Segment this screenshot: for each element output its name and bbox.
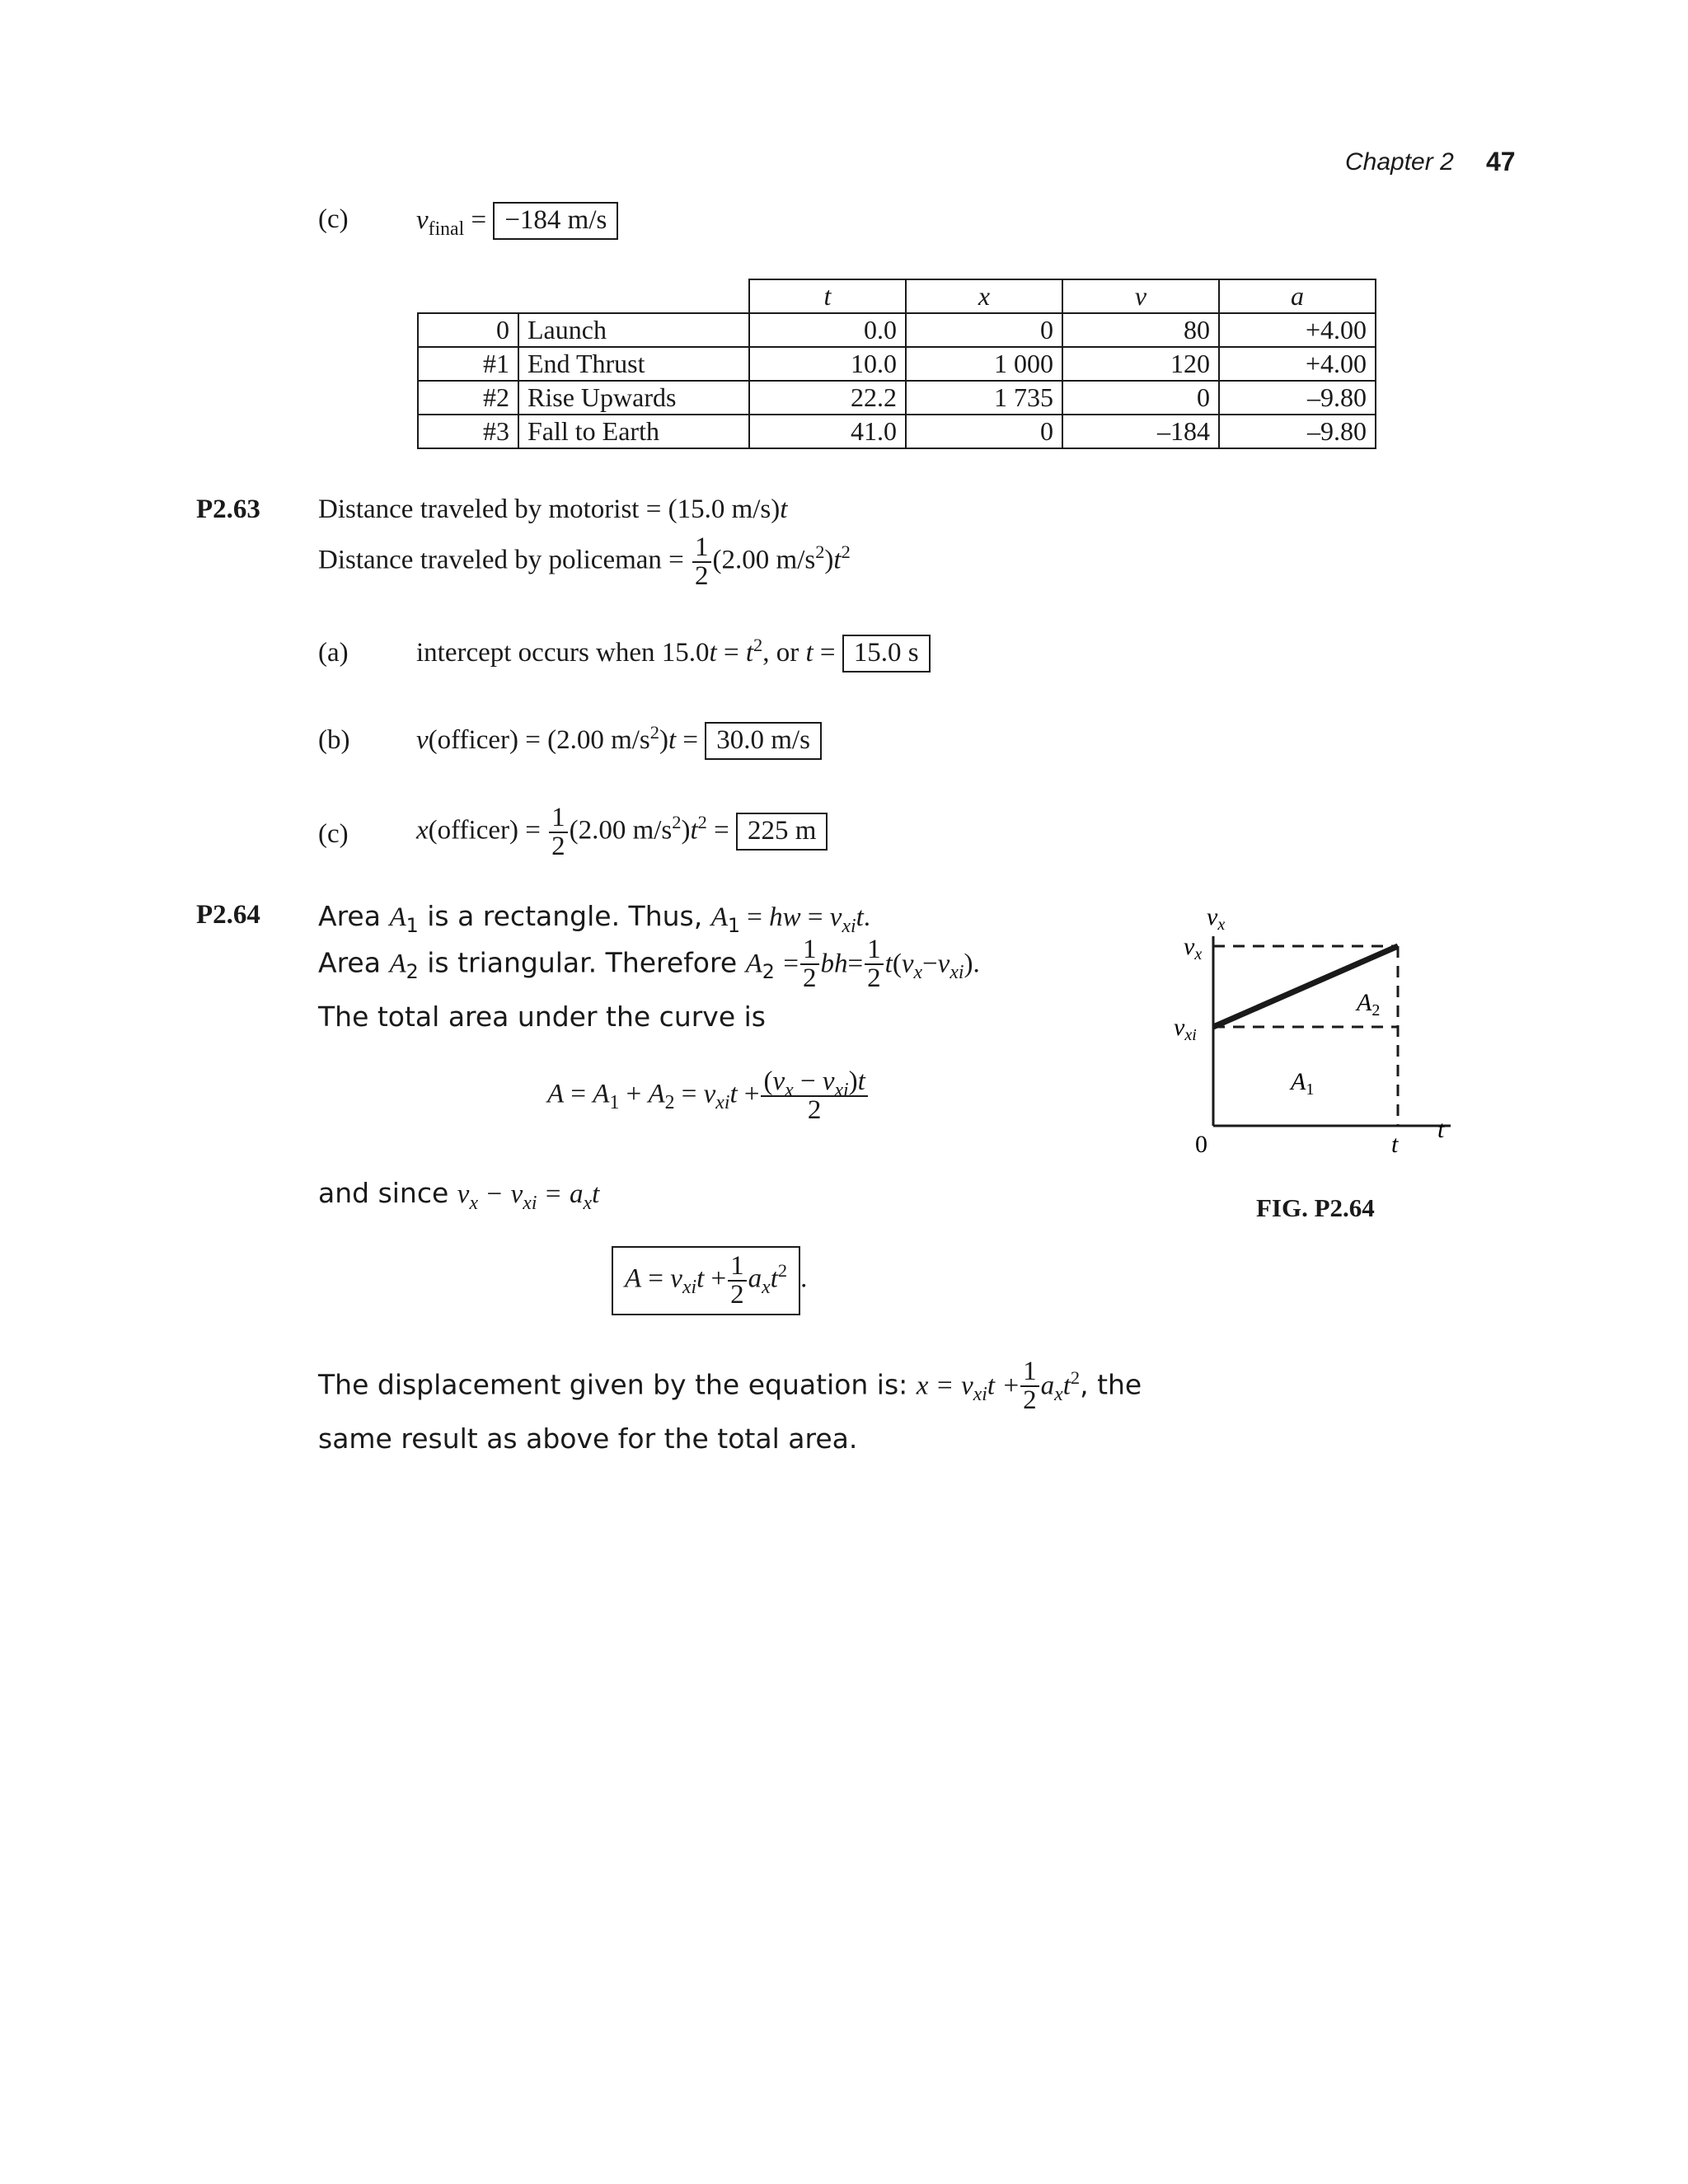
origin-label: 0 — [1195, 1131, 1207, 1158]
subscript: xi — [834, 1079, 849, 1101]
a-symbol: A — [648, 1079, 665, 1109]
fraction-numerator: 1 — [695, 532, 709, 562]
boxed-area-result — [612, 1246, 807, 1315]
plus-sign: + — [626, 1079, 642, 1109]
superscript: 2 — [753, 634, 763, 655]
chapter-label: Chapter 2 — [1345, 148, 1454, 176]
table-blank-cell — [418, 279, 518, 313]
close-paren: ) — [681, 815, 691, 846]
table-cell: +4.00 — [1219, 313, 1376, 347]
table-blank-cell — [518, 279, 749, 313]
fraction-half — [549, 804, 568, 860]
final-subscript: final — [428, 218, 465, 240]
part-b-label: (b) — [318, 725, 350, 755]
t-symbol: t — [857, 1066, 865, 1096]
subscript: 2 — [664, 1092, 675, 1114]
v-symbol: v — [961, 1371, 973, 1401]
vxi-tick-label: $v_{xi}$ — [1174, 1014, 1197, 1044]
total-area-equation — [547, 1068, 870, 1124]
table-cell: Fall to Earth — [518, 415, 749, 448]
a-symbol: A — [593, 1079, 610, 1109]
t-symbol: t — [987, 1371, 996, 1401]
fraction-numerator: 1 — [1023, 1357, 1037, 1386]
t-symbol: t — [709, 638, 717, 668]
t-symbol: t — [805, 638, 814, 668]
fraction-denominator: 2 — [800, 963, 819, 992]
plus-sign: + — [743, 1079, 760, 1109]
v-symbol: v — [510, 1179, 523, 1209]
displacement-text: The displacement given by the equation is: — [318, 1368, 917, 1401]
t-symbol: t — [833, 545, 842, 575]
subscript: 1 — [406, 913, 419, 937]
motion-table — [417, 279, 1376, 449]
table-cell: Launch — [518, 313, 749, 347]
superscript: 2 — [815, 541, 825, 563]
v-symbol: v — [822, 1066, 835, 1096]
subscript: xi — [842, 915, 856, 937]
table-row — [418, 381, 1376, 415]
table-header-row — [418, 279, 1376, 313]
table-row — [418, 415, 1376, 448]
table-cell: 1 000 — [906, 347, 1062, 381]
problem-id-p263: P2.63 — [196, 494, 260, 524]
subscript: 1 — [727, 913, 741, 937]
equals-text: = — [847, 949, 864, 979]
equals-text: = — [716, 638, 746, 668]
minus-sign: − — [799, 1066, 816, 1096]
plus-sign: + — [1003, 1371, 1020, 1401]
v-symbol: v — [457, 1179, 470, 1209]
a-symbol: A — [745, 949, 762, 979]
fraction-half — [728, 1253, 747, 1309]
fraction-denominator: 2 — [692, 561, 711, 590]
table-cell: 1 735 — [906, 381, 1062, 415]
fraction-denominator: 2 — [728, 1280, 747, 1309]
total-area-text: The total area under the curve is — [318, 1001, 766, 1033]
motorist-text: Distance traveled by motorist = (15.0 m/s) — [318, 494, 781, 524]
policeman-text: Distance traveled by policeman = — [318, 545, 684, 575]
table-cell: 0 — [906, 313, 1062, 347]
motorist-distance — [318, 494, 787, 525]
subscript: xi — [523, 1192, 537, 1214]
area-formula-box — [612, 1246, 800, 1315]
superscript: 2 — [777, 1260, 788, 1282]
table-header-t: t — [749, 279, 906, 313]
area-text: Area — [318, 900, 390, 932]
officer-velocity-answer: 30.0 m/s — [705, 722, 822, 760]
fraction-half — [865, 936, 884, 992]
subscript: xi — [682, 1277, 697, 1299]
hw-symbol: hw — [769, 902, 801, 932]
and-since-text: and since — [318, 1177, 457, 1209]
officer-velocity-equation — [416, 722, 822, 760]
paren-text: (2.00 m/s — [712, 545, 816, 575]
subscript: 2 — [406, 960, 419, 984]
subscript: x — [762, 1277, 771, 1299]
table-cell: 41.0 — [749, 415, 906, 448]
equals-text: = — [936, 1371, 953, 1401]
table-cell: –9.80 — [1219, 381, 1376, 415]
v-final-equation — [416, 202, 618, 240]
subscript: x — [583, 1192, 593, 1214]
subscript: 1 — [609, 1092, 620, 1114]
paren-text: (2.00 m/s — [569, 815, 673, 846]
a-symbol: A — [547, 1079, 565, 1109]
problem-id-p264: P2.64 — [196, 900, 260, 930]
v-symbol: v — [703, 1079, 716, 1109]
officer-position-equation — [416, 804, 828, 860]
x-axis-label: t — [1437, 1116, 1445, 1143]
subscript: x — [1054, 1384, 1063, 1406]
figure-caption: FIG. P2.64 — [1256, 1193, 1375, 1222]
minus-sign: − — [922, 949, 938, 979]
table-cell: 80 — [1062, 313, 1219, 347]
area-a1-line — [318, 900, 870, 937]
intercept-text: intercept occurs when 15.0 — [416, 638, 710, 668]
table-row — [418, 347, 1376, 381]
page-number: 47 — [1486, 147, 1516, 176]
table-cell: 0 — [906, 415, 1062, 448]
equals-text: = — [681, 1079, 697, 1109]
superscript: 2 — [841, 541, 851, 563]
t-symbol: t — [696, 1263, 705, 1294]
fraction-half — [1020, 1358, 1039, 1414]
equals-sign: = — [471, 205, 487, 235]
officer-velocity-text: (officer) = (2.00 m/s — [428, 725, 650, 755]
superscript: 2 — [697, 812, 707, 833]
t-symbol: t — [690, 815, 698, 846]
table-cell: #2 — [418, 381, 518, 415]
fraction-numerator: 1 — [803, 935, 817, 964]
table-cell: 10.0 — [749, 347, 906, 381]
equals-text: = — [706, 815, 736, 846]
table-cell: 120 — [1062, 347, 1219, 381]
x-symbol: x — [416, 815, 429, 846]
equals-text: = — [676, 725, 706, 755]
table-cell: Rise Upwards — [518, 381, 749, 415]
table-cell: #1 — [418, 347, 518, 381]
subscript: xi — [973, 1384, 987, 1406]
v-final-answer: −184 m/s — [493, 202, 618, 240]
equals-text: = — [648, 1263, 664, 1294]
or-text: , or — [762, 638, 806, 668]
y-axis-label: $v_x$ — [1207, 907, 1226, 934]
table-cell: End Thrust — [518, 347, 749, 381]
superscript: 2 — [649, 721, 659, 743]
table-header-v: v — [1062, 279, 1219, 313]
equals-text: = — [813, 638, 842, 668]
subscript: x — [469, 1192, 478, 1214]
table-cell: 22.2 — [749, 381, 906, 415]
officer-position-answer: 225 m — [736, 813, 828, 851]
t-symbol: t — [770, 1263, 778, 1294]
v-symbol: v — [670, 1263, 682, 1294]
fraction-triangle — [761, 1068, 867, 1124]
v-symbol: v — [937, 949, 950, 979]
v-symbol: v — [772, 1066, 785, 1096]
fraction-numerator: $(v_x - v_{xi})t$ — [763, 1066, 865, 1101]
table-cell: 0 — [418, 313, 518, 347]
period: . — [863, 902, 870, 932]
t-symbol: t — [668, 725, 677, 755]
fraction-denominator: 2 — [1020, 1385, 1039, 1414]
fraction-half — [692, 534, 711, 590]
part-a-label: (a) — [318, 638, 349, 668]
equals-text: = — [570, 1079, 587, 1109]
t-symbol: t — [745, 638, 754, 668]
displacement-line — [318, 1358, 1142, 1414]
table-cell: 0 — [1062, 381, 1219, 415]
and-since-line — [318, 1177, 600, 1214]
t-symbol: t — [780, 494, 788, 524]
bh-symbol: bh — [820, 949, 848, 979]
period: . — [973, 949, 980, 979]
t-symbol: t — [592, 1179, 600, 1209]
table-cell: –184 — [1062, 415, 1219, 448]
t-tick-label: t — [1391, 1131, 1399, 1158]
v-symbol: v — [901, 949, 914, 979]
minus-sign: − — [486, 1179, 503, 1209]
a-symbol: a — [1040, 1371, 1055, 1401]
table-cell: 0.0 — [749, 313, 906, 347]
policeman-distance — [318, 534, 851, 590]
triangular-text: is triangular. Therefore — [418, 946, 746, 979]
table-row — [418, 313, 1376, 347]
a-symbol: A — [625, 1263, 642, 1294]
table-header-x: x — [906, 279, 1062, 313]
fraction-denominator: 2 — [761, 1095, 867, 1124]
table-cell: –9.80 — [1219, 415, 1376, 448]
vx-tick-label: $v_x$ — [1184, 933, 1203, 963]
v-symbol: v — [416, 725, 429, 755]
fraction-denominator: 2 — [865, 963, 884, 992]
fraction-numerator: 1 — [867, 935, 881, 964]
fraction-denominator: 2 — [549, 832, 568, 860]
a-symbol: a — [570, 1179, 584, 1209]
a-symbol: a — [748, 1263, 762, 1294]
officer-position-text: (officer) = — [428, 815, 548, 846]
a2-label: $A_2$ — [1357, 989, 1381, 1019]
superscript: 2 — [672, 812, 682, 833]
t-symbol: t — [856, 902, 864, 932]
close-paren: ) — [659, 725, 668, 755]
period: . — [800, 1263, 808, 1294]
area-a2-line: Area $A_2$ is triangular. Therefore $A_2$ = $\frac{1}{2}$ bh= $\frac{1}{2}$ $t(v_x-v_{xi})$. — [318, 935, 980, 993]
plus-sign: + — [710, 1263, 727, 1294]
a1-label: $A_1$ — [1291, 1068, 1315, 1099]
subscript: 2 — [762, 960, 775, 984]
table-cell: +4.00 — [1219, 347, 1376, 381]
intercept-answer: 15.0 s — [842, 635, 931, 673]
equals-text: = — [783, 949, 799, 979]
the-text: , the — [1080, 1368, 1142, 1401]
rectangle-text: is a rectangle. Thus, — [418, 900, 711, 932]
subscript: x — [785, 1079, 794, 1101]
equals-text: = — [800, 902, 830, 932]
subscript: xi — [715, 1092, 730, 1114]
superscript: 2 — [1070, 1367, 1081, 1389]
part-c-label-top: (c) — [318, 204, 349, 234]
v-symbol: v — [416, 205, 429, 235]
x-symbol: x — [916, 1371, 929, 1401]
subscript: xi — [950, 962, 964, 984]
area-text: Area — [318, 946, 390, 979]
subscript: x — [913, 962, 923, 984]
a-symbol: A — [389, 949, 406, 979]
part-c-label: (c) — [318, 819, 349, 849]
t-symbol: t — [1062, 1371, 1071, 1401]
a-symbol: A — [389, 902, 406, 932]
fraction-numerator: 1 — [730, 1251, 744, 1281]
equals-text: = — [740, 902, 770, 932]
v-symbol: v — [829, 902, 842, 932]
t-symbol: t — [884, 949, 893, 979]
table-header-a: a — [1219, 279, 1376, 313]
equals-text: = — [545, 1179, 561, 1209]
table-cell: #3 — [418, 415, 518, 448]
intercept-equation — [416, 635, 931, 673]
fraction-numerator: 1 — [551, 803, 565, 832]
fraction-half — [800, 936, 819, 992]
close-paren: ) — [824, 545, 834, 575]
t-symbol: t — [729, 1079, 738, 1109]
same-result-text: same result as above for the total area. — [318, 1422, 858, 1455]
a-symbol: A — [710, 902, 728, 932]
